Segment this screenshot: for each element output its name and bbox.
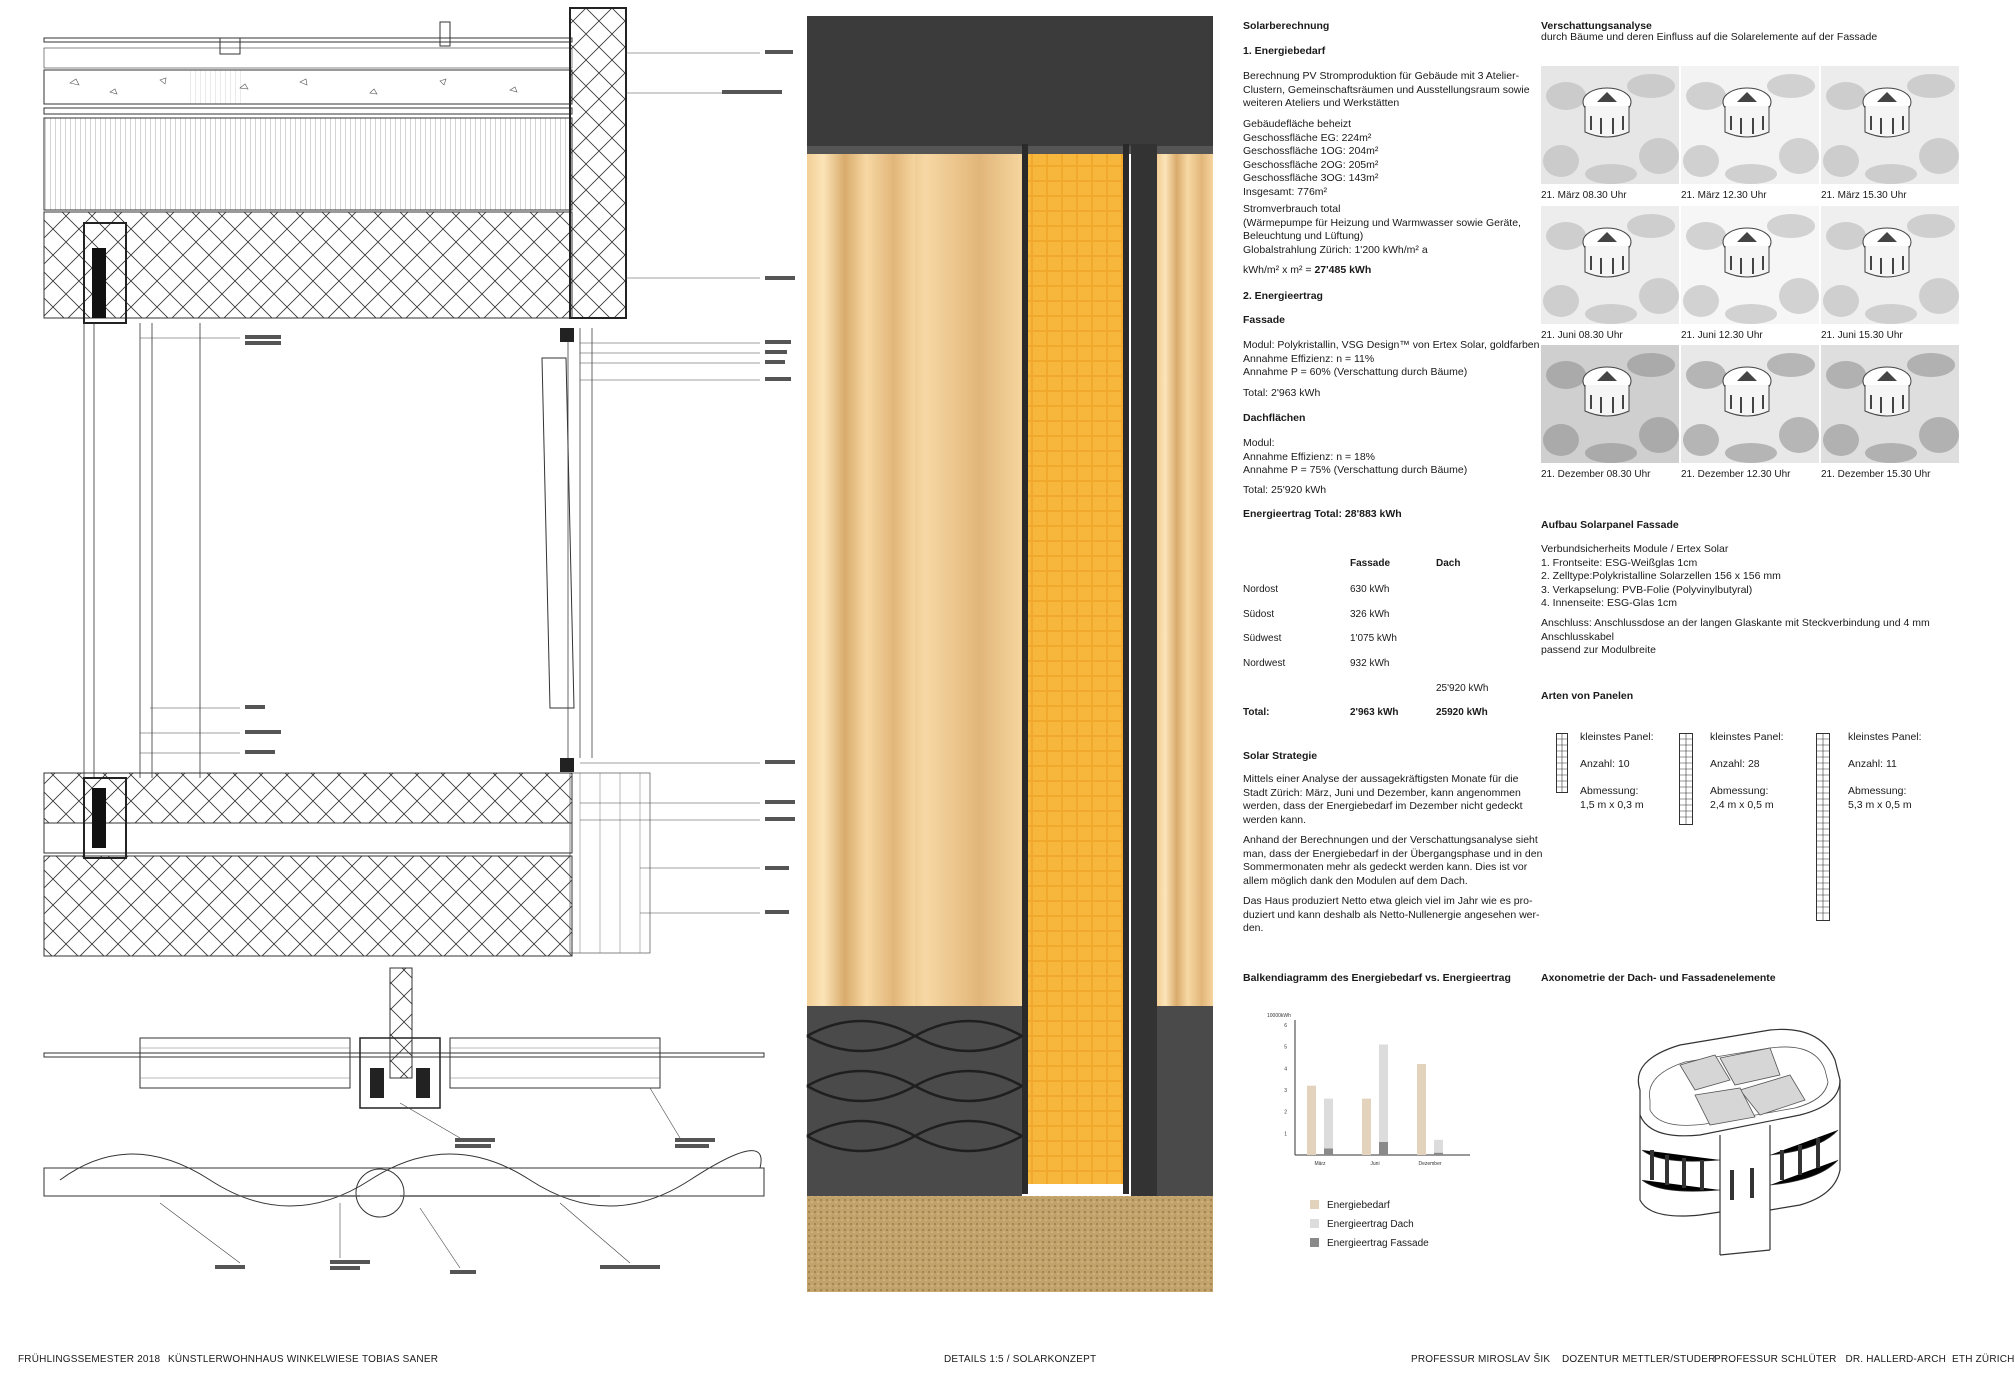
shading-thumbnail	[1681, 345, 1819, 463]
panel-type-2: kleinstes Panel: Anzahl: 28 Abmessung: 2,4 m x 0,5 m	[1710, 731, 1784, 811]
legend-swatch	[1310, 1219, 1319, 1228]
table-row-facade: 932 kWh	[1350, 658, 1390, 669]
panel-build-title: Aufbau Solarpanel Fassade	[1541, 519, 1679, 531]
shading-thumbnail	[1681, 66, 1819, 184]
bar-energieertrag-fassade	[1434, 1153, 1443, 1155]
footer-dept: D-ARCH ETH ZÜRICH	[1906, 1354, 2015, 1365]
footer-author: TOBIAS SANER	[362, 1354, 439, 1365]
legend-swatch	[1310, 1200, 1319, 1209]
bar-energiebedarf	[1362, 1099, 1371, 1155]
legend-label: Energieertrag Dach	[1327, 1219, 1414, 1230]
table-row-label: Südost	[1243, 609, 1275, 620]
table-row-facade: 630 kWh	[1350, 584, 1390, 595]
panel-build-text: Verbundsicherheits Module / Ertex Solar 1. Frontseite: ESG-Weißglas 1cm 2. Zelltype:Polykristalline Solarzellen 156 x 156 mm 3. Verkapselung: PVB-Folie (Polyvinylbutyral) 4. Innenseite: ESG-Glas 1cm	[1541, 543, 1781, 609]
shading-caption: 21. März 12.30 Uhr	[1681, 190, 1767, 201]
footer-sheet: DETAILS 1:5 / SOLARKONZEPT	[944, 1354, 1097, 1365]
shading-thumbnail	[1821, 66, 1959, 184]
axo-title: Axonometrie der Dach- und Fassadenelemente	[1541, 972, 1776, 984]
roof-total: Total: 25'920 kWh	[1243, 484, 1327, 496]
shading-thumbnail	[1821, 345, 1959, 463]
shading-caption: 21. Dezember 12.30 Uhr	[1681, 469, 1791, 480]
y-tick-label: 1	[1284, 1131, 1287, 1138]
shading-title: Verschattungsanalyse	[1541, 20, 1652, 32]
shading-thumbnail	[1681, 206, 1819, 324]
floor-areas: Gebäudefläche beheizt Geschossfläche EG: 224m² Geschossfläche 1OG: 204m² Geschossfläche 2OG: 205m² Geschossfläche 3OG: 143m² Insgesamt: 776m²	[1243, 118, 1379, 198]
legend-label: Energieertrag Fassade	[1327, 1238, 1429, 1249]
shading-thumbnail	[1821, 206, 1959, 324]
legend-label: Energiebedarf	[1327, 1200, 1390, 1211]
panel-small-icon	[1556, 733, 1568, 793]
facade-render	[807, 16, 1213, 1292]
roof-heading: Dachflächen	[1243, 412, 1306, 424]
panel-connection: Anschluss: Anschlussdose an der langen Glaskante mit Steckverbindung und 4 mm Anschlusskabel passend zur Modulbreite	[1541, 617, 1930, 656]
bar-energieertrag-dach	[1379, 1045, 1388, 1156]
y-tick-label: 6	[1284, 1023, 1287, 1029]
energy-demand-intro: Berechnung PV Stromproduktion für Gebäude mit 3 Atelier- Clustern, Gemeinschaftsräumen und Ausstellungsraum sowie weiteren Ateliers und Werkstätten	[1243, 70, 1530, 109]
shading-caption: 21. Juni 08.30 Uhr	[1541, 330, 1623, 341]
bar-energieertrag-fassade	[1324, 1149, 1333, 1156]
legend-item	[1310, 1238, 1429, 1249]
energy-bar-chart	[1265, 1005, 1480, 1175]
energy-demand-heading: 1. Energiebedarf	[1243, 45, 1326, 57]
table-header-facade: Fassade	[1350, 558, 1391, 569]
shading-caption: 21. Dezember 15.30 Uhr	[1821, 469, 1931, 480]
bar-energieertrag-dach	[1324, 1099, 1333, 1155]
strategy-p2: Anhand der Berechnungen und der Verschattungsanalyse sieht man, dass der Energiebedarf in der Übergangsphase und in den Sommermonaten mehr als gedeckt werden kann. Dies ist vor allem möglich dank den Modulen auf dem Dach.	[1243, 834, 1543, 887]
table-row-facade: 326 kWh	[1350, 609, 1390, 620]
shading-thumbnail	[1541, 66, 1679, 184]
shading-caption: 21. März 15.30 Uhr	[1821, 190, 1907, 201]
axonometry-drawing	[1620, 1020, 1860, 1260]
panel-medium-icon	[1679, 733, 1693, 825]
footer-project: KÜNSTLERWOHNHAUS WINKELWIESE	[168, 1354, 359, 1365]
shading-caption: 21. Juni 12.30 Uhr	[1681, 330, 1763, 341]
strategy-p1: Mittels einer Analyse der aussagekräftigsten Monate für die Stadt Zürich: März, Juni und Dezember, kann angenommen werden, dass der Energiebedarf im Dezember nicht gedeckt werden kann.	[1243, 773, 1523, 826]
table-header-roof: Dach	[1436, 558, 1461, 569]
table-row-label: Nordost	[1243, 584, 1279, 595]
table-row-facade: 1'075 kWh	[1350, 633, 1397, 644]
table-total-roof: 25920 kWh	[1436, 707, 1488, 718]
y-tick-label: 4	[1284, 1066, 1287, 1073]
bar-energiebedarf	[1417, 1064, 1426, 1155]
footer-dozentur: DOZENTUR METTLER/STUDER	[1562, 1354, 1716, 1365]
strategy-p3: Das Haus produziert Netto etwa gleich viel im Jahr wie es pro- duziert und kann deshalb als Netto-Nullenergie angesehen wer- den.	[1243, 895, 1540, 934]
x-tick-label: Juni	[1370, 1161, 1380, 1167]
roof-text: Modul: Annahme Effizienz: n = 18% Annahme P = 75% (Verschattung durch Bäume)	[1243, 437, 1468, 476]
table-total-label: Total:	[1243, 707, 1270, 718]
y-tick-label: 3	[1284, 1088, 1287, 1094]
consumption-text: Stromverbrauch total (Wärmepumpe für Heizung und Warmwasser sowie Geräte, Beleuchtung und Lüftung) Globalstrahlung Zürich: 1'200 kWh/m² a	[1243, 203, 1521, 256]
legend-item	[1310, 1219, 1414, 1230]
bar-energieertrag-fassade	[1379, 1142, 1388, 1155]
x-tick-label: März	[1314, 1161, 1326, 1167]
yield-total: Energieertrag Total: 28'883 kWh	[1243, 508, 1402, 520]
table-row-label: Nordwest	[1243, 658, 1286, 669]
bar-energieertrag-dach	[1434, 1140, 1443, 1155]
y-tick-label: 2	[1284, 1109, 1287, 1116]
legend-item	[1310, 1200, 1390, 1211]
x-tick-label: Dezember	[1418, 1161, 1442, 1167]
table-row-label: Südwest	[1243, 633, 1282, 644]
strategy-title: Solar Strategie	[1243, 750, 1318, 762]
shading-subtitle: durch Bäume und deren Einfluss auf die Solarelemente auf der Fassade	[1541, 31, 1878, 43]
shading-caption: 21. Juni 15.30 Uhr	[1821, 330, 1903, 341]
table-total-facade: 2'963 kWh	[1350, 707, 1399, 718]
facade-total: Total: 2'963 kWh	[1243, 387, 1321, 399]
legend-swatch	[1310, 1238, 1319, 1247]
y-tick-label: 5	[1284, 1044, 1287, 1051]
y-axis-label: 10000kWh	[1267, 1013, 1291, 1019]
table-row-roof: 25'920 kWh	[1436, 683, 1489, 694]
chart-title: Balkendiagramm des Energiebedarf vs. Energieertrag	[1243, 972, 1511, 984]
solar-title: Solarberechnung	[1243, 20, 1330, 32]
facade-text: Modul: Polykristallin, VSG Design™ von Ertex Solar, goldfarben Annahme Effizienz: n = 11% Annahme P = 60% (Verschattung durch Bäume)	[1243, 339, 1540, 378]
bar-energiebedarf	[1307, 1086, 1316, 1155]
panel-type-1: kleinstes Panel: Anzahl: 10 Abmessung: 1,5 m x 0,3 m	[1580, 731, 1654, 811]
facade-heading: Fassade	[1243, 314, 1286, 326]
footer-prof2: PROFESSUR SCHLÜTER DR. HALLER	[1714, 1354, 1907, 1365]
shading-caption: 21. März 08.30 Uhr	[1541, 190, 1627, 201]
section-detail-drawing	[40, 8, 810, 1308]
energy-yield-heading: 2. Energieertrag	[1243, 290, 1323, 302]
shading-caption: 21. Dezember 08.30 Uhr	[1541, 469, 1651, 480]
panel-large-icon	[1816, 733, 1830, 921]
panel-type-3: kleinstes Panel: Anzahl: 11 Abmessung: 5,3 m x 0,5 m	[1848, 731, 1922, 811]
panel-types-title: Arten von Panelen	[1541, 690, 1634, 702]
consumption-calc: kWh/m² x m² = 27'485 kWh	[1243, 264, 1372, 276]
shading-thumbnail	[1541, 206, 1679, 324]
shading-thumbnail	[1541, 345, 1679, 463]
footer-semester: FRÜHLINGSSEMESTER 2018	[18, 1354, 161, 1365]
footer-prof1: PROFESSUR MIROSLAV ŠIK	[1411, 1354, 1551, 1365]
